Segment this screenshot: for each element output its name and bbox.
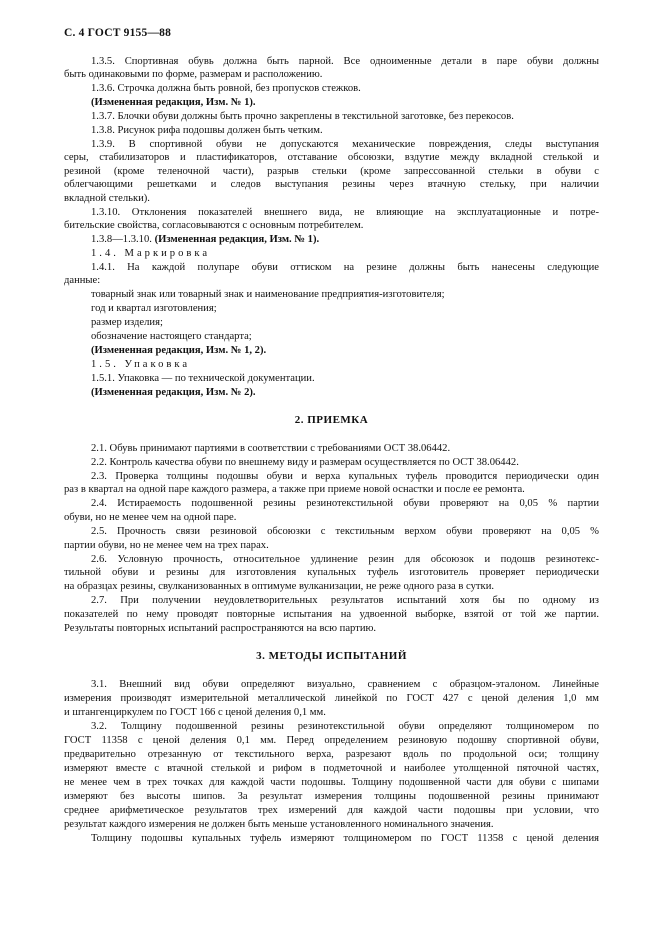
- paragraph-line: вкладной стельки).: [64, 193, 150, 204]
- list-item: год и квартал изготовления;: [91, 303, 217, 314]
- paragraph-line: 2.6. Условную прочность, относительное удлинение резин для обсоюзок и подошв резинотекс-: [91, 554, 599, 565]
- paragraph-line: 2.7. При получении неудовлетворительных результатов испытаний хотя бы по одному из: [91, 595, 599, 606]
- paragraph-line: 3.1. Внешний вид обуви определяют визуально, сравнением с образцом-эталоном. Линейные: [91, 679, 599, 690]
- paragraph-line: Толщину подошвы купальных туфель измеряют толщиномером по ГОСТ 11358 с ценой деления: [91, 833, 599, 844]
- paragraph-line: и штангенциркулем по ГОСТ 166 с ценой деления 0,1 мм.: [64, 707, 326, 718]
- list-item: обозначение настоящего стандарта;: [91, 331, 252, 342]
- paragraph-line: среднее арифметическое результатов трех измерений для каждой части подошвы при условии, что: [64, 805, 599, 816]
- paragraph-line: 1.4.1. На каждой полупаре обуви оттиском на резине должны быть нанесены следующие: [91, 262, 599, 273]
- amendment-line: [91, 233, 599, 246]
- paragraph-line: Результаты повторных испытаний распространяются на всю партию.: [64, 623, 377, 634]
- paragraph-line: 1.3.5. Спортивная обувь должна быть парной. Все одноименные детали в паре обуви должны: [91, 56, 599, 67]
- paragraph-line: 1.3.6. Строчка должна быть ровной, без пропусков стежков.: [91, 83, 361, 94]
- paragraph-line: 3.2. Толщину подошвенной резины резинотекстильной обуви определяют толщиномером по: [91, 721, 599, 732]
- amendment-note: (Измененная редакция, Изм. № 1).: [154, 234, 320, 245]
- paragraph-line: облегчающими решетками и следов выступания резины через втачную стельку, при наличии: [64, 179, 599, 190]
- paragraph-line: 2.1. Обувь принимают партиями в соответствии с требованиями ОСТ 38.06442.: [91, 443, 451, 454]
- paragraph-line: 2.5. Прочность связи резиновой обсоюзки с текстильным верхом обуви проверяют на 0,05 %: [91, 526, 599, 537]
- paragraph-line: не менее чем в трех точках для каждой части подошвы. Толщину подошвенной части для обуви с шипами: [64, 777, 599, 788]
- paragraph-line: бительские свойства, согласовываются с основным потребителем.: [64, 220, 364, 231]
- paragraph-line: 1.5.1. Упаковка — по технической документации.: [91, 373, 315, 384]
- subsection-heading: 1.5. Упаковка: [91, 359, 191, 370]
- paragraph-line: 1.3.10. Отклонения показателей внешнего вида, не влияющие на эксплуатационные и потре-: [91, 207, 599, 218]
- paragraph-line: предварительно отрезанную от текстильного верха, разрезают вдоль по продольной оси; толщину: [64, 749, 599, 760]
- paragraph-line: серы, стабилизаторов и пластификаторов, отставание обсоюзки, вздутие между вкладной стелькой и: [64, 152, 599, 163]
- page-header: С. 4 ГОСТ 9155—88: [64, 27, 172, 39]
- paragraph-line: на образцах резины, свулканизованных в оптимуме вулканизации, не реже одного раза в сутки.: [64, 581, 495, 592]
- paragraph-line: 1.3.7. Блочки обуви должны быть прочно закреплены в текстильной заготовке, без перекосов.: [91, 111, 514, 122]
- paragraph-line: резиной (кроме теленочной части), разрыв стельки (кроме запрессованной стельки в обуви с: [64, 166, 599, 177]
- section-heading-test-methods: 3. МЕТОДЫ ИСПЫТАНИЙ: [256, 650, 407, 662]
- amendment-note: (Измененная редакция, Изм. № 1, 2).: [91, 345, 267, 356]
- paragraph-line: данные:: [64, 275, 101, 286]
- subsection-heading: 1.4. Маркировка: [91, 248, 211, 259]
- paragraph-line: 2.3. Проверка толщины подошвы обуви и верха купальных туфель проводится периодически один: [91, 471, 599, 482]
- amendment-note: (Измененная редакция, Изм. № 1).: [91, 97, 256, 108]
- paragraph-line: партии обуви, но не менее чем на трех парах.: [64, 540, 269, 551]
- paragraph-line: 1.3.9. В спортивной обуви не допускаются механические повреждения, следы выступания: [91, 139, 599, 150]
- paragraph-line: быть одинаковыми по форме, размерам и расположению.: [64, 69, 323, 80]
- paragraph-line: тильной обуви и резины для изготовления купальных туфель изготовитель проверяет периодически: [64, 567, 599, 578]
- paragraph-line: измеряют вместе с втачной стелькой и рифом в подметочной и наиболее утолщенной пяточной частях,: [64, 763, 599, 774]
- paragraph-line: 2.2. Контроль качества обуви по внешнему виду и размерам осуществляется по ОСТ 38.06442.: [91, 457, 519, 468]
- amendment-note: (Измененная редакция, Изм. № 2).: [91, 387, 256, 398]
- paragraph-line: ГОСТ 11358 с ценой деления 0,1 мм. Перед определением резиновую подошву спортивной обуви,: [64, 735, 599, 746]
- section-heading-acceptance: 2. ПРИЕМКА: [294, 414, 369, 426]
- list-item: размер изделия;: [91, 317, 163, 328]
- paragraph-line: показателей по нему проводят повторные испытания на удвоенной выборке, взятой от той же партии.: [64, 609, 599, 620]
- paragraph-line: измеряют без высоты шипов. За результат измерения толщины подошвенной резины принимают: [64, 791, 599, 802]
- paragraph-line: 1.3.8. Рисунок рифа подошвы должен быть четким.: [91, 125, 323, 136]
- paragraph-line: 2.4. Истираемость подошвенной резины резинотекстильной обуви проверяют на 0,05 % партии: [91, 498, 599, 509]
- list-item: товарный знак или товарный знак и наименование предприятия-изготовителя;: [91, 289, 445, 300]
- clause-range: 1.3.8—1.3.10.: [91, 234, 155, 245]
- paragraph-line: раз в квартал на одной паре каждого размера, а также при приеме новой оснастки и после ее ремонта.: [64, 484, 525, 495]
- paragraph-line: обуви, но не менее чем на одной паре.: [64, 512, 237, 523]
- paragraph-line: измерения производят измерительной металлической линейкой по ГОСТ 427 с ценой деления 1,0 мм: [64, 693, 599, 704]
- paragraph-line: результат каждого измерения не должен быть меньше установленного номинального значения.: [64, 819, 494, 830]
